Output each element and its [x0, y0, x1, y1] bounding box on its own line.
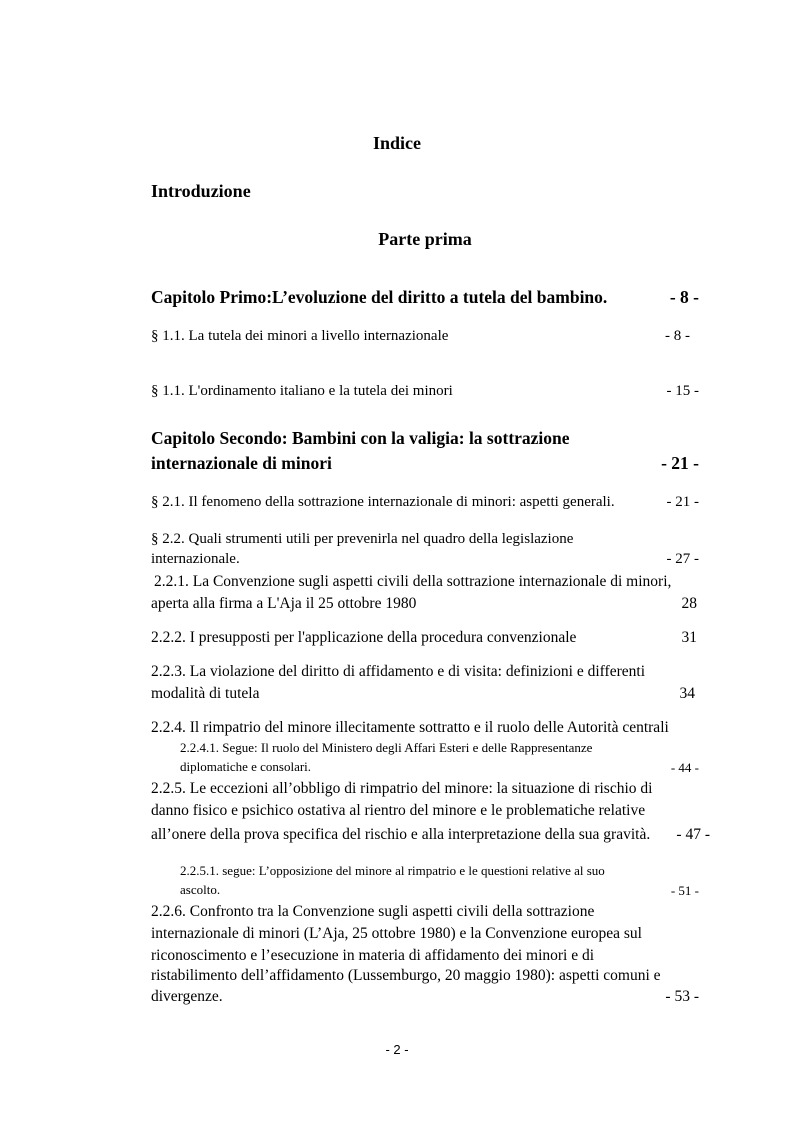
toc-entry-2-2-5-line2: danno fisico e psichico ostativa al rientro del minore e le problematiche relative	[151, 802, 646, 819]
toc-entry-2-2-5-line1: 2.2.5. Le eccezioni all’obbligo di rimpatrio del minore: la situazione di rischio di	[151, 780, 653, 797]
toc-entry-1-1: § 1.1. La tutela dei minori a livello internazionale	[151, 328, 449, 344]
toc-entry-2-2-6-page: - 53 -	[665, 988, 699, 1005]
toc-entry-2-2-2: 2.2.2. I presupposti per l'applicazione della procedura convenzionale	[151, 629, 577, 646]
toc-entry-2-2-5-1-line2: ascolto.	[180, 882, 221, 897]
toc-entry-2-2-4: 2.2.4. Il rimpatrio del minore illecitamente sottratto e il ruolo delle Autorità centrali	[151, 719, 669, 736]
chapter-2-title-line1: Capitolo Secondo: Bambini con la valigia: la sottrazione	[151, 428, 570, 448]
toc-entry-2-2-6-line4: ristabilimento dell’affidamento (Lussemburgo, 20 maggio 1980): aspetti comuni e	[151, 967, 661, 984]
toc-entry-2-2-5-1-page: - 51 -	[670, 883, 699, 898]
toc-entry-2-2-6-line3: riconoscimento e l’esecuzione in materia di affidamento dei minori e di	[151, 947, 595, 964]
toc-entry-2-2-4-1-page: - 44 -	[670, 760, 699, 775]
section-introduction: Introduzione	[151, 181, 251, 201]
chapter-1-title: Capitolo Primo:L’evoluzione del diritto a tutela del bambino.	[151, 287, 608, 307]
toc-entry-2-2-page: - 27 -	[666, 551, 699, 567]
chapter-1-page: - 8 -	[669, 287, 699, 307]
toc-entry-2-2-5-1-line1: 2.2.5.1. segue: L’opposizione del minore al rimpatrio e le questioni relative al suo	[180, 863, 605, 878]
toc-entry-2-2-6-line2: internazionale di minori (L’Aja, 25 ottobre 1980) e la Convenzione europea sul	[151, 925, 642, 942]
toc-entry-2-2-5-page: - 47 -	[676, 826, 710, 843]
toc-entry-2-2-5-line3: all’onere della prova specifica del rischio e alla interpretazione della sua gravità.	[151, 826, 651, 843]
toc-entry-1-1b-page: - 15 -	[666, 383, 699, 399]
toc-entry-2-2-3-page: 34	[679, 685, 695, 702]
toc-entry-2-2-4-1-line2: diplomatiche e consolari.	[180, 759, 312, 774]
toc-entry-2-2-3-line1: 2.2.3. La violazione del diritto di affidamento e di visita: definizioni e differenti	[151, 663, 645, 680]
toc-entry-2-2-1-line2: aperta alla firma a L'Aja il 25 ottobre 1980	[151, 595, 417, 612]
toc-entry-2-2-3-line2: modalità di tutela	[151, 685, 260, 702]
page-number: - 2 -	[385, 1042, 409, 1057]
toc-entry-1-1-page: - 8 -	[665, 328, 690, 344]
toc-entry-2-2-4-1-line1: 2.2.4.1. Segue: Il ruolo del Ministero degli Affari Esteri e delle Rappresentanze	[180, 740, 593, 755]
chapter-2-title-line2: internazionale di minori	[151, 453, 332, 473]
toc-entry-2-1: § 2.1. Il fenomeno della sottrazione internazionale di minori: aspetti generali.	[151, 494, 615, 510]
toc-entry-2-2-line1: § 2.2. Quali strumenti utili per prevenirla nel quadro della legislazione	[151, 531, 574, 547]
toc-entry-2-2-1-line1: 2.2.1. La Convenzione sugli aspetti civili della sottrazione internazionale di minori,	[154, 573, 672, 590]
page-title: Indice	[372, 133, 421, 153]
toc-entry-2-2-6-line5: divergenze.	[151, 988, 223, 1005]
part-heading: Parte prima	[378, 229, 472, 249]
toc-entry-2-2-1-page: 28	[681, 595, 697, 612]
toc-entry-2-2-2-page: 31	[681, 629, 697, 646]
toc-entry-1-1b: § 1.1. L'ordinamento italiano e la tutela dei minori	[151, 383, 453, 399]
chapter-2-page: - 21 -	[661, 453, 699, 473]
toc-entry-2-2-line2: internazionale.	[151, 551, 240, 567]
toc-entry-2-2-6-line1: 2.2.6. Confronto tra la Convenzione sugli aspetti civili della sottrazione	[151, 903, 595, 920]
toc-entry-2-1-page: - 21 -	[666, 494, 699, 510]
